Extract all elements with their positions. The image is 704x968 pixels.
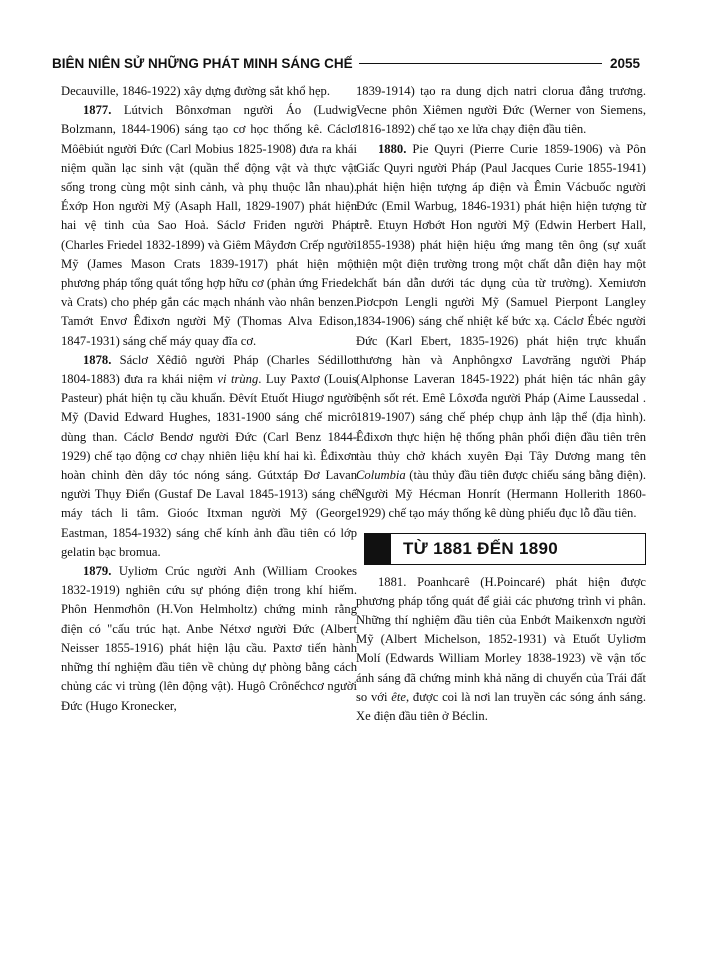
left-column [61,82,357,716]
entry-1879 [61,562,357,716]
paragraph-continued [356,82,646,140]
running-header-title: BIÊN NIÊN SỬ NHỮNG PHÁT MINH SÁNG CHẾ [52,55,353,71]
page-number: 2055 [609,55,640,71]
entry-year: 1880. [378,141,407,156]
entry-text: Uyliơm Crúc người Anh (William Crookes 1832-1919) nghiên cứu sự phóng điện trong khí hiếm. Phôn Henmơhôn (H.Von Helmholtz) chứng minh rằng điện có "cấu trúc hạt. Anbe Nétxơ người Đức (Albert Neisser 1855-1916) phát hiện lậu cầu. Paxtơ tiến hành những thí nghiệm đầu tiên về chủng dự phòng bằng cách chủng các vi trùng (lên động vật). Hugô Crônếchcơ người Đức (Hugo Kronecker, [61,564,357,713]
entry-text: , được coi là nơi lan truyền các sóng ánh sáng. Xe điện đầu tiên ở Béclin. [356,689,646,724]
entry-text: (tàu thủy đầu tiên được chiếu sáng bằng điện). Người Mỹ Hécman Honrít (Hermann Hollerith 1860-1929) chế tạo máy thống kê dùng phiếu đục lỗ đầu tiên. [356,468,646,521]
entry-1880 [356,140,646,524]
entry-text: Pie Quyri (Pierre Curie 1859-1906) và Pôn Giấc Quyri người Pháp (Paul Jacques Curie 1855-1941) phát hiện hiện tượng áp điện và Êmin Vácbuốc người Đức (Emil Warbug, 1846-1931) phát hiện hiện tượng từ trễ. Etuyn Hơbớt Hon người Mỹ (Edwin Herbert Hall, 1855-1938) phát hiện hiệu ứng mang tên ông (sự xuất hiện một điện trường trong một chất dẫn điện hay một chất bán dẫn dưới tác dụng của từ trường). Xemiươn Piơcpơn Lengli người Mỹ (Samuel Pierpont Langley 1834-1906) sáng chế nhiệt kế bức xạ. Cáclơ Ébéc người Đức (Karl Ebert, 1835-1926) phát hiện trực khuẩn thương hàn và Anphôngxơ Lavơrăng người Pháp (Alphonse Laveran 1845-1922) phát hiện tác nhân gây bệnh sốt rét. Emê Lôxơđa người Pháp (Aime Laussedal . 1819-1907) sáng chế phép chụp ảnh lập thể (địa hình). Êđixơn thực hiện hệ thống phân phối điện đầu tiên trên tàu thủy chở khách xuyên Đại Tây Dương mang tên [356,141,647,463]
entry-text: Lútvich Bônxơman người Áo (Ludwig Bolzmann, 1844-1906) sáng tạo cơ học thống kê. Cáclơ Môêbiút người Đức (Carl Mobius 1825-1908) đưa ra khái niệm quần lạc sinh vật (quần thể động vật và thực vật sống trong cùng một sinh cảnh, và phụ thuộc lẫn nhau). Éxớp Hon người Mỹ (Asaph Hall, 1829-1907) phát hiện hai vệ tinh của Sao Hoả. Sáclơ Friđen người Pháp (Charles Friedel 1832-1899) và Giêm Mâyđơn Crếp người Mỹ (James Mason Crats 1839-1917) phát hiện một phương pháp tổng quát tổng hợp hữu cơ (phản ứng Friedel và Crats) cho phép gắn các mạch nhánh vào nhân benzen. Tamớt Envơ Êđixơn người Mỹ (Thomas Alva Edison, 1847-1931) sáng chế máy quay đĩa cơ. [61,103,357,348]
header-rule [359,63,602,64]
entry-1878 [61,351,357,562]
entry-text: Sáclơ Xêđiô người Pháp (Charles Sédillot 1804-1883) đưa ra khái niệm [61,352,357,387]
right-column [356,82,646,726]
paragraph-text: 1839-1914) tạo ra dung dịch natri clorua đẳng trương. Vecne phôn Xiêmen người Đức (Werner von Siemens, 1816-1892) chế tạo xe lửa chạy điện đầu tiên. [356,84,646,137]
entry-italic-term: ête [391,689,406,704]
entry-year: 1877. [83,103,112,118]
section-heading [364,533,646,565]
entry-text: . Luy Paxtơ (Louis Pasteur) phát hiện tụ cầu khuẩn. Đêvít Etuốt Hiugơ người Mỹ (David Edward Hughes, 1831-1900 sáng chế micrô dùng than. Cáclơ Bendơ người Đức (Carl Benz 1844-1929) chế tạo động cơ chạy nhiên liệu khí hai kì. Êđixơn hoàn chỉnh đèn dây tóc nóng sáng. Gútxtáp Đơ Lavan người Thụy Điển (Gustaf De Laval 1845-1913) sáng chế máy tách li tâm. Gioóc Itxman người Mỹ (George Eastman, 1854-1932) sáng chế kính ảnh đầu tiên có lớp gelatin bạc bromua. [61,372,358,559]
paragraph-text: Decauville, 1846-1922) xây dựng đường sắt khổ hẹp. [61,84,330,98]
entry-text: 1881. Poanhcarê (H.Poincaré) phát hiện được phương pháp tổng quát để giải các phương trình vi phân. Những thí nghiệm đầu tiên của Enbớt Maikenxơn người Mỹ (Albert Michelson, 1852-1931) và Etuốt Uyliơm Molí (Edwards William Morley 1838-1923) về vận tốc ánh sáng đã chứng minh khả năng di chuyển của Trái đất so với [356,574,646,704]
paragraph-continued [61,82,357,101]
entry-italic-term: Columbia [356,468,406,483]
entry-1881 [356,573,646,727]
section-marker [365,534,391,564]
entry-1877 [61,101,357,351]
entry-year: 1878. [83,352,112,367]
entry-italic-term: vi trùng [217,372,259,387]
running-header [52,52,640,74]
entry-year: 1879. [83,564,112,579]
section-title: TỪ 1881 ĐẾN 1890 [403,539,558,559]
